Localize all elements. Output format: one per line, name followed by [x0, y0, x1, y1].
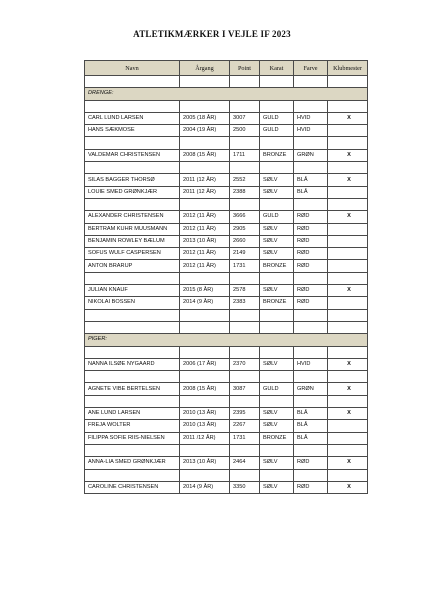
empty-cell: [230, 162, 260, 174]
empty-cell: [260, 137, 294, 149]
color-cell: BLÅ: [294, 420, 328, 432]
color-cell: RØD: [294, 457, 328, 469]
color-cell: BLÅ: [294, 174, 328, 186]
athlete-name-cell: AGNETE VIBE BERTELSEN: [85, 383, 180, 395]
athlete-name-cell: ALEXANDER CHRISTENSEN: [85, 211, 180, 223]
color-cell: BLÅ: [294, 432, 328, 444]
empty-cell: [294, 272, 328, 284]
karat-cell: SØLV: [260, 186, 294, 198]
table-row: [85, 248, 368, 260]
empty-cell: [294, 346, 328, 358]
points-cell: 2552: [230, 174, 260, 186]
empty-cell: [294, 137, 328, 149]
empty-cell: [85, 444, 180, 456]
points-cell: 2388: [230, 186, 260, 198]
club-champion-cell: [328, 297, 368, 309]
empty-cell: [260, 309, 294, 321]
karat-cell: SØLV: [260, 285, 294, 297]
header-club-champion: Klubmester: [328, 61, 368, 76]
points-cell: 3350: [230, 481, 260, 493]
empty-cell: [180, 76, 230, 88]
karat-cell: SØLV: [260, 174, 294, 186]
club-champion-cell: X: [328, 457, 368, 469]
empty-cell: [230, 309, 260, 321]
table-body: [85, 76, 368, 494]
empty-cell: [230, 371, 260, 383]
blank-row: [85, 321, 368, 333]
athlete-name-cell: JULIAN KNAUF: [85, 285, 180, 297]
club-champion-cell: [328, 420, 368, 432]
color-cell: RØD: [294, 285, 328, 297]
section-label: PIGER:: [85, 334, 368, 346]
birth-year-cell: 2010 (13 ÅR): [180, 408, 230, 420]
points-cell: 2370: [230, 358, 260, 370]
empty-cell: [180, 321, 230, 333]
empty-cell: [260, 100, 294, 112]
empty-cell: [85, 395, 180, 407]
club-champion-cell: [328, 248, 368, 260]
section-row: [85, 88, 368, 100]
header-row: [85, 61, 368, 76]
club-champion-cell: X: [328, 383, 368, 395]
points-cell: 2660: [230, 235, 260, 247]
points-cell: 3666: [230, 211, 260, 223]
empty-cell: [180, 444, 230, 456]
club-champion-cell: X: [328, 285, 368, 297]
empty-cell: [230, 346, 260, 358]
empty-cell: [180, 395, 230, 407]
athlete-name-cell: CARL LUND LARSEN: [85, 112, 180, 124]
athlete-name-cell: FILIPPA SOFIE RIIS-NIELSEN: [85, 432, 180, 444]
karat-cell: GULD: [260, 112, 294, 124]
karat-cell: GULD: [260, 211, 294, 223]
karat-cell: SØLV: [260, 457, 294, 469]
empty-cell: [294, 395, 328, 407]
karat-cell: BRONZE: [260, 260, 294, 272]
empty-cell: [85, 162, 180, 174]
empty-cell: [260, 272, 294, 284]
points-cell: 1731: [230, 432, 260, 444]
page-title: ATLETIKMÆRKER I VEJLE IF 2023: [133, 29, 291, 39]
empty-cell: [85, 137, 180, 149]
club-champion-cell: X: [328, 112, 368, 124]
karat-cell: BRONZE: [260, 297, 294, 309]
table-row: [85, 149, 368, 161]
results-table: [84, 60, 368, 494]
club-champion-cell: [328, 223, 368, 235]
color-cell: BLÅ: [294, 186, 328, 198]
birth-year-cell: 2008 (15 ÅR): [180, 383, 230, 395]
birth-year-cell: 2012 (11 ÅR): [180, 223, 230, 235]
empty-cell: [180, 100, 230, 112]
birth-year-cell: 2010 (13 ÅR): [180, 420, 230, 432]
points-cell: 2395: [230, 408, 260, 420]
karat-cell: GULD: [260, 383, 294, 395]
empty-cell: [260, 321, 294, 333]
club-champion-cell: X: [328, 358, 368, 370]
points-cell: 2464: [230, 457, 260, 469]
header-points: Point: [230, 61, 260, 76]
empty-cell: [294, 469, 328, 481]
blank-row: [85, 100, 368, 112]
empty-cell: [85, 272, 180, 284]
birth-year-cell: 2011 (12 ÅR): [180, 186, 230, 198]
karat-cell: BRONZE: [260, 432, 294, 444]
empty-cell: [230, 100, 260, 112]
blank-row: [85, 198, 368, 210]
empty-cell: [230, 137, 260, 149]
points-cell: 2149: [230, 248, 260, 260]
empty-cell: [85, 346, 180, 358]
header-name: Navn: [85, 61, 180, 76]
karat-cell: SØLV: [260, 248, 294, 260]
table-row: [85, 432, 368, 444]
athlete-name-cell: NANNA ILSØE NYGAARD: [85, 358, 180, 370]
empty-cell: [260, 76, 294, 88]
color-cell: RØD: [294, 297, 328, 309]
blank-row: [85, 444, 368, 456]
table-row: [85, 408, 368, 420]
blank-row: [85, 162, 368, 174]
empty-cell: [180, 346, 230, 358]
athlete-name-cell: SILAS BAGGER THORSØ: [85, 174, 180, 186]
empty-cell: [328, 198, 368, 210]
empty-cell: [180, 272, 230, 284]
points-cell: 2383: [230, 297, 260, 309]
athlete-name-cell: SOFUS WULF CASPERSEN: [85, 248, 180, 260]
empty-cell: [85, 321, 180, 333]
table-row: [85, 481, 368, 493]
empty-cell: [180, 371, 230, 383]
blank-row: [85, 395, 368, 407]
athlete-name-cell: HANS SÆKMOSE: [85, 125, 180, 137]
birth-year-cell: 2012 (11 ÅR): [180, 211, 230, 223]
club-champion-cell: X: [328, 211, 368, 223]
empty-cell: [85, 371, 180, 383]
empty-cell: [328, 100, 368, 112]
karat-cell: SØLV: [260, 420, 294, 432]
birth-year-cell: 2006 (17 ÅR): [180, 358, 230, 370]
empty-cell: [260, 469, 294, 481]
color-cell: RØD: [294, 211, 328, 223]
birth-year-cell: 2011 /12 ÅR): [180, 432, 230, 444]
karat-cell: SØLV: [260, 408, 294, 420]
table-row: [85, 285, 368, 297]
table-row: [85, 358, 368, 370]
birth-year-cell: 2004 (19 ÅR): [180, 125, 230, 137]
points-cell: 3087: [230, 383, 260, 395]
empty-cell: [328, 76, 368, 88]
empty-cell: [180, 469, 230, 481]
table-row: [85, 235, 368, 247]
club-champion-cell: [328, 260, 368, 272]
table-row: [85, 260, 368, 272]
empty-cell: [294, 309, 328, 321]
empty-cell: [260, 346, 294, 358]
athlete-name-cell: VALDEMAR CHRISTENSEN: [85, 149, 180, 161]
table-row: [85, 125, 368, 137]
empty-cell: [180, 309, 230, 321]
empty-cell: [294, 76, 328, 88]
birth-year-cell: 2005 (18 ÅR): [180, 112, 230, 124]
color-cell: HVID: [294, 358, 328, 370]
points-cell: 2905: [230, 223, 260, 235]
blank-row: [85, 309, 368, 321]
empty-cell: [328, 137, 368, 149]
karat-cell: GULD: [260, 125, 294, 137]
color-cell: RØD: [294, 223, 328, 235]
birth-year-cell: 2014 (9 ÅR): [180, 297, 230, 309]
color-cell: HVID: [294, 125, 328, 137]
empty-cell: [85, 198, 180, 210]
karat-cell: SØLV: [260, 223, 294, 235]
empty-cell: [230, 395, 260, 407]
athlete-name-cell: ANNA-LIA SMED GRØNKJÆR: [85, 457, 180, 469]
points-cell: 1711: [230, 149, 260, 161]
athlete-name-cell: BERTRAM KUHR MUUSMANN: [85, 223, 180, 235]
color-cell: RØD: [294, 248, 328, 260]
points-cell: 2267: [230, 420, 260, 432]
birth-year-cell: 2012 (11 ÅR): [180, 260, 230, 272]
club-champion-cell: X: [328, 174, 368, 186]
blank-row: [85, 346, 368, 358]
empty-cell: [230, 198, 260, 210]
birth-year-cell: 2015 (8 ÅR): [180, 285, 230, 297]
empty-cell: [180, 137, 230, 149]
empty-cell: [260, 395, 294, 407]
karat-cell: SØLV: [260, 358, 294, 370]
color-cell: HVID: [294, 112, 328, 124]
club-champion-cell: [328, 432, 368, 444]
empty-cell: [328, 371, 368, 383]
empty-cell: [85, 76, 180, 88]
points-cell: 2500: [230, 125, 260, 137]
table-row: [85, 297, 368, 309]
empty-cell: [294, 100, 328, 112]
club-champion-cell: X: [328, 481, 368, 493]
color-cell: GRØN: [294, 383, 328, 395]
blank-row: [85, 137, 368, 149]
empty-cell: [230, 76, 260, 88]
club-champion-cell: X: [328, 149, 368, 161]
color-cell: GRØN: [294, 149, 328, 161]
club-champion-cell: [328, 235, 368, 247]
header-year: Årgang: [180, 61, 230, 76]
empty-cell: [230, 272, 260, 284]
athlete-name-cell: CAROLINE CHRISTENSEN: [85, 481, 180, 493]
athlete-name-cell: LOUIE SMED GRØNKJÆR: [85, 186, 180, 198]
header-color: Farve: [294, 61, 328, 76]
empty-cell: [260, 371, 294, 383]
athlete-name-cell: ANTON BRARUP: [85, 260, 180, 272]
club-champion-cell: X: [328, 408, 368, 420]
color-cell: BLÅ: [294, 408, 328, 420]
empty-cell: [230, 444, 260, 456]
empty-cell: [328, 444, 368, 456]
empty-cell: [294, 371, 328, 383]
empty-cell: [328, 162, 368, 174]
athlete-name-cell: NIKOLAI BOSSEN: [85, 297, 180, 309]
empty-cell: [328, 395, 368, 407]
empty-cell: [230, 469, 260, 481]
blank-row: [85, 272, 368, 284]
athlete-name-cell: FREJA WOLTER: [85, 420, 180, 432]
karat-cell: SØLV: [260, 235, 294, 247]
empty-cell: [328, 346, 368, 358]
empty-cell: [328, 321, 368, 333]
empty-cell: [85, 100, 180, 112]
birth-year-cell: 2013 (10 ÅR): [180, 457, 230, 469]
empty-cell: [260, 162, 294, 174]
points-cell: 2578: [230, 285, 260, 297]
empty-cell: [294, 162, 328, 174]
table-row: [85, 223, 368, 235]
empty-cell: [180, 198, 230, 210]
table-row: [85, 457, 368, 469]
birth-year-cell: 2011 (12 ÅR): [180, 174, 230, 186]
color-cell: RØD: [294, 481, 328, 493]
section-label: DRENGE:: [85, 88, 368, 100]
empty-cell: [260, 444, 294, 456]
athlete-name-cell: ANE LUND LARSEN: [85, 408, 180, 420]
karat-cell: SØLV: [260, 481, 294, 493]
table-row: [85, 186, 368, 198]
club-champion-cell: [328, 125, 368, 137]
color-cell: RØD: [294, 235, 328, 247]
empty-cell: [85, 309, 180, 321]
birth-year-cell: 2012 (11 ÅR): [180, 248, 230, 260]
karat-cell: BRONZE: [260, 149, 294, 161]
empty-cell: [260, 198, 294, 210]
empty-cell: [180, 162, 230, 174]
blank-row: [85, 76, 368, 88]
color-cell: RØD: [294, 260, 328, 272]
athlete-name-cell: BENJAMIN ROWLEY BÆLUM: [85, 235, 180, 247]
empty-cell: [294, 321, 328, 333]
empty-cell: [294, 198, 328, 210]
blank-row: [85, 371, 368, 383]
table-row: [85, 112, 368, 124]
empty-cell: [230, 321, 260, 333]
empty-cell: [328, 469, 368, 481]
blank-row: [85, 469, 368, 481]
birth-year-cell: 2013 (10 ÅR): [180, 235, 230, 247]
header-karat: Karat: [260, 61, 294, 76]
empty-cell: [328, 309, 368, 321]
empty-cell: [294, 444, 328, 456]
section-row: [85, 334, 368, 346]
birth-year-cell: 2014 (9 ÅR): [180, 481, 230, 493]
table-row: [85, 174, 368, 186]
birth-year-cell: 2008 (15 ÅR): [180, 149, 230, 161]
club-champion-cell: [328, 186, 368, 198]
table-row: [85, 211, 368, 223]
empty-cell: [328, 272, 368, 284]
table-row: [85, 383, 368, 395]
points-cell: 3007: [230, 112, 260, 124]
points-cell: 1731: [230, 260, 260, 272]
table-row: [85, 420, 368, 432]
empty-cell: [85, 469, 180, 481]
